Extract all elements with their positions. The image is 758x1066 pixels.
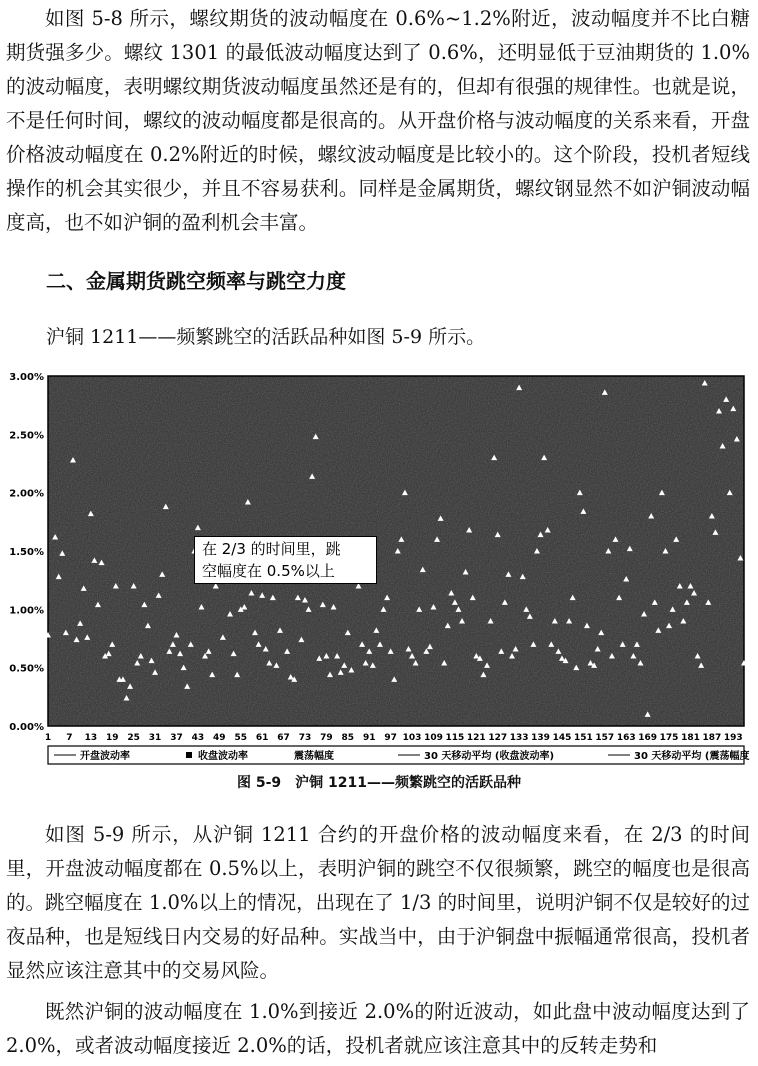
- x-tick-label: 163: [616, 733, 636, 743]
- x-tick-label: 43: [191, 733, 205, 743]
- figure-caption: 图 5-9 沪铜 1211——频繁跳空的活跃品种: [236, 775, 521, 791]
- x-tick-label: 181: [681, 733, 700, 743]
- annotation-line-1: 在 2/3 的时间里，跳: [202, 540, 341, 558]
- legend-label: 30 天移动平均 (震荡幅度): [634, 751, 750, 762]
- section-heading: 二、金属期货跳空频率与跳空力度: [46, 269, 346, 293]
- figure-intro: 沪铜 1211——频繁跳空的活跃品种如图 5-9 所示。: [46, 326, 486, 348]
- x-tick-label: 103: [402, 733, 422, 743]
- plot-texture: [48, 376, 744, 726]
- x-tick-label: 97: [384, 733, 397, 743]
- legend-label: 震荡幅度: [294, 751, 334, 762]
- x-tick-label: 25: [127, 733, 140, 743]
- x-tick-label: 169: [638, 733, 658, 743]
- x-tick-label: 67: [277, 733, 290, 743]
- x-tick-label: 49: [213, 733, 226, 743]
- x-tick-label: 133: [509, 733, 529, 743]
- x-tick-label: 19: [105, 733, 119, 743]
- chart-annotation: [194, 536, 377, 584]
- y-tick-label: 0.00%: [9, 722, 44, 733]
- x-tick-label: 109: [424, 733, 443, 743]
- chart-svg: [4, 368, 750, 772]
- y-tick-label: 3.00%: [9, 372, 44, 383]
- x-tick-label: 157: [595, 733, 615, 743]
- x-tick-label: 55: [234, 733, 248, 743]
- x-tick-label: 175: [659, 733, 679, 743]
- x-tick-label: 145: [552, 733, 572, 743]
- y-axis: [9, 372, 44, 733]
- x-tick-label: 61: [255, 733, 269, 743]
- x-tick-label: 13: [84, 733, 98, 743]
- x-tick-label: 151: [573, 733, 593, 743]
- annotation-line-2: 空幅度在 0.5%以上: [202, 562, 335, 580]
- chart-legend: [48, 746, 750, 764]
- x-tick-label: 7: [66, 733, 73, 743]
- y-tick-label: 2.00%: [9, 488, 44, 500]
- legend-swatch: [186, 752, 192, 758]
- y-tick-label: 1.50%: [9, 547, 44, 558]
- y-tick-label: 2.50%: [9, 430, 44, 442]
- x-tick-label: 193: [723, 733, 743, 743]
- x-tick-label: 1: [44, 733, 52, 743]
- x-tick-label: 127: [488, 733, 508, 743]
- paragraph-3: 既然沪铜的波动幅度在 1.0%到接近 2.0%的附近波动，如此盘中波动幅度达到了 2.0%，或者波动幅度接近 2.0%的话，投机者就应该注意其中的反转走势和: [6, 1000, 750, 1057]
- x-tick-label: 115: [445, 733, 465, 743]
- y-tick-label: 0.50%: [9, 663, 44, 675]
- x-tick-label: 79: [320, 733, 333, 743]
- x-tick-label: 31: [148, 733, 162, 743]
- paragraph-1: 如图 5-8 所示，螺纹期货的波动幅度在 0.6%~1.2%附近，波动幅度并不比白糖期货强多少。螺纹 1301 的最低波动幅度达到了 0.6%，还明显低于豆油期货的 1.0%的波动幅度，表明螺纹期货波动幅度虽然还是有的，但却有很强的规律性。也就是说，不是任何时间，螺纹的波动幅度都是很高的。从开盘价格与波动幅度的关系来看，开盘价格波动幅度在 0.2%附近的时候，螺纹波动幅度是比较小的。这个阶段，投机者短线操作的机会其实很少，并且不容易获利。同样是金属期货，螺纹钢显然不如沪铜波动幅度高，也不如沪铜的盈利机会丰富。: [6, 7, 750, 234]
- x-tick-label: 37: [170, 733, 183, 743]
- x-tick-label: 187: [702, 733, 722, 743]
- legend-label: 收盘波动率: [198, 751, 248, 762]
- x-tick-label: 121: [466, 733, 486, 743]
- x-tick-label: 73: [298, 733, 312, 743]
- x-tick-label: 139: [531, 733, 550, 743]
- figure-5-9-chart: [4, 368, 750, 772]
- y-tick-label: 1.00%: [9, 605, 44, 617]
- x-tick-label: 85: [341, 733, 355, 743]
- legend-label: 30 天移动平均 (收盘波动率): [424, 751, 555, 762]
- plot-area: [48, 376, 744, 726]
- paragraph-2: 如图 5-9 所示，从沪铜 1211 合约的开盘价格的波动幅度来看，在 2/3 的时间里，开盘波动幅度都在 0.5%以上，表明沪铜的跳空不仅很频繁，跳空的幅度也是很高的。跳空幅度在 1.0%以上的情况，出现在了 1/3 的时间里，说明沪铜不仅是较好的过夜品种，也是短线日内交易的好品种。实战当中，由于沪铜盘中振幅通常很高，投机者显然应该注意其中的交易风险。: [6, 823, 750, 982]
- x-axis: [45, 733, 743, 743]
- x-tick-label: 91: [362, 733, 376, 743]
- legend-label: 开盘波动率: [80, 751, 130, 762]
